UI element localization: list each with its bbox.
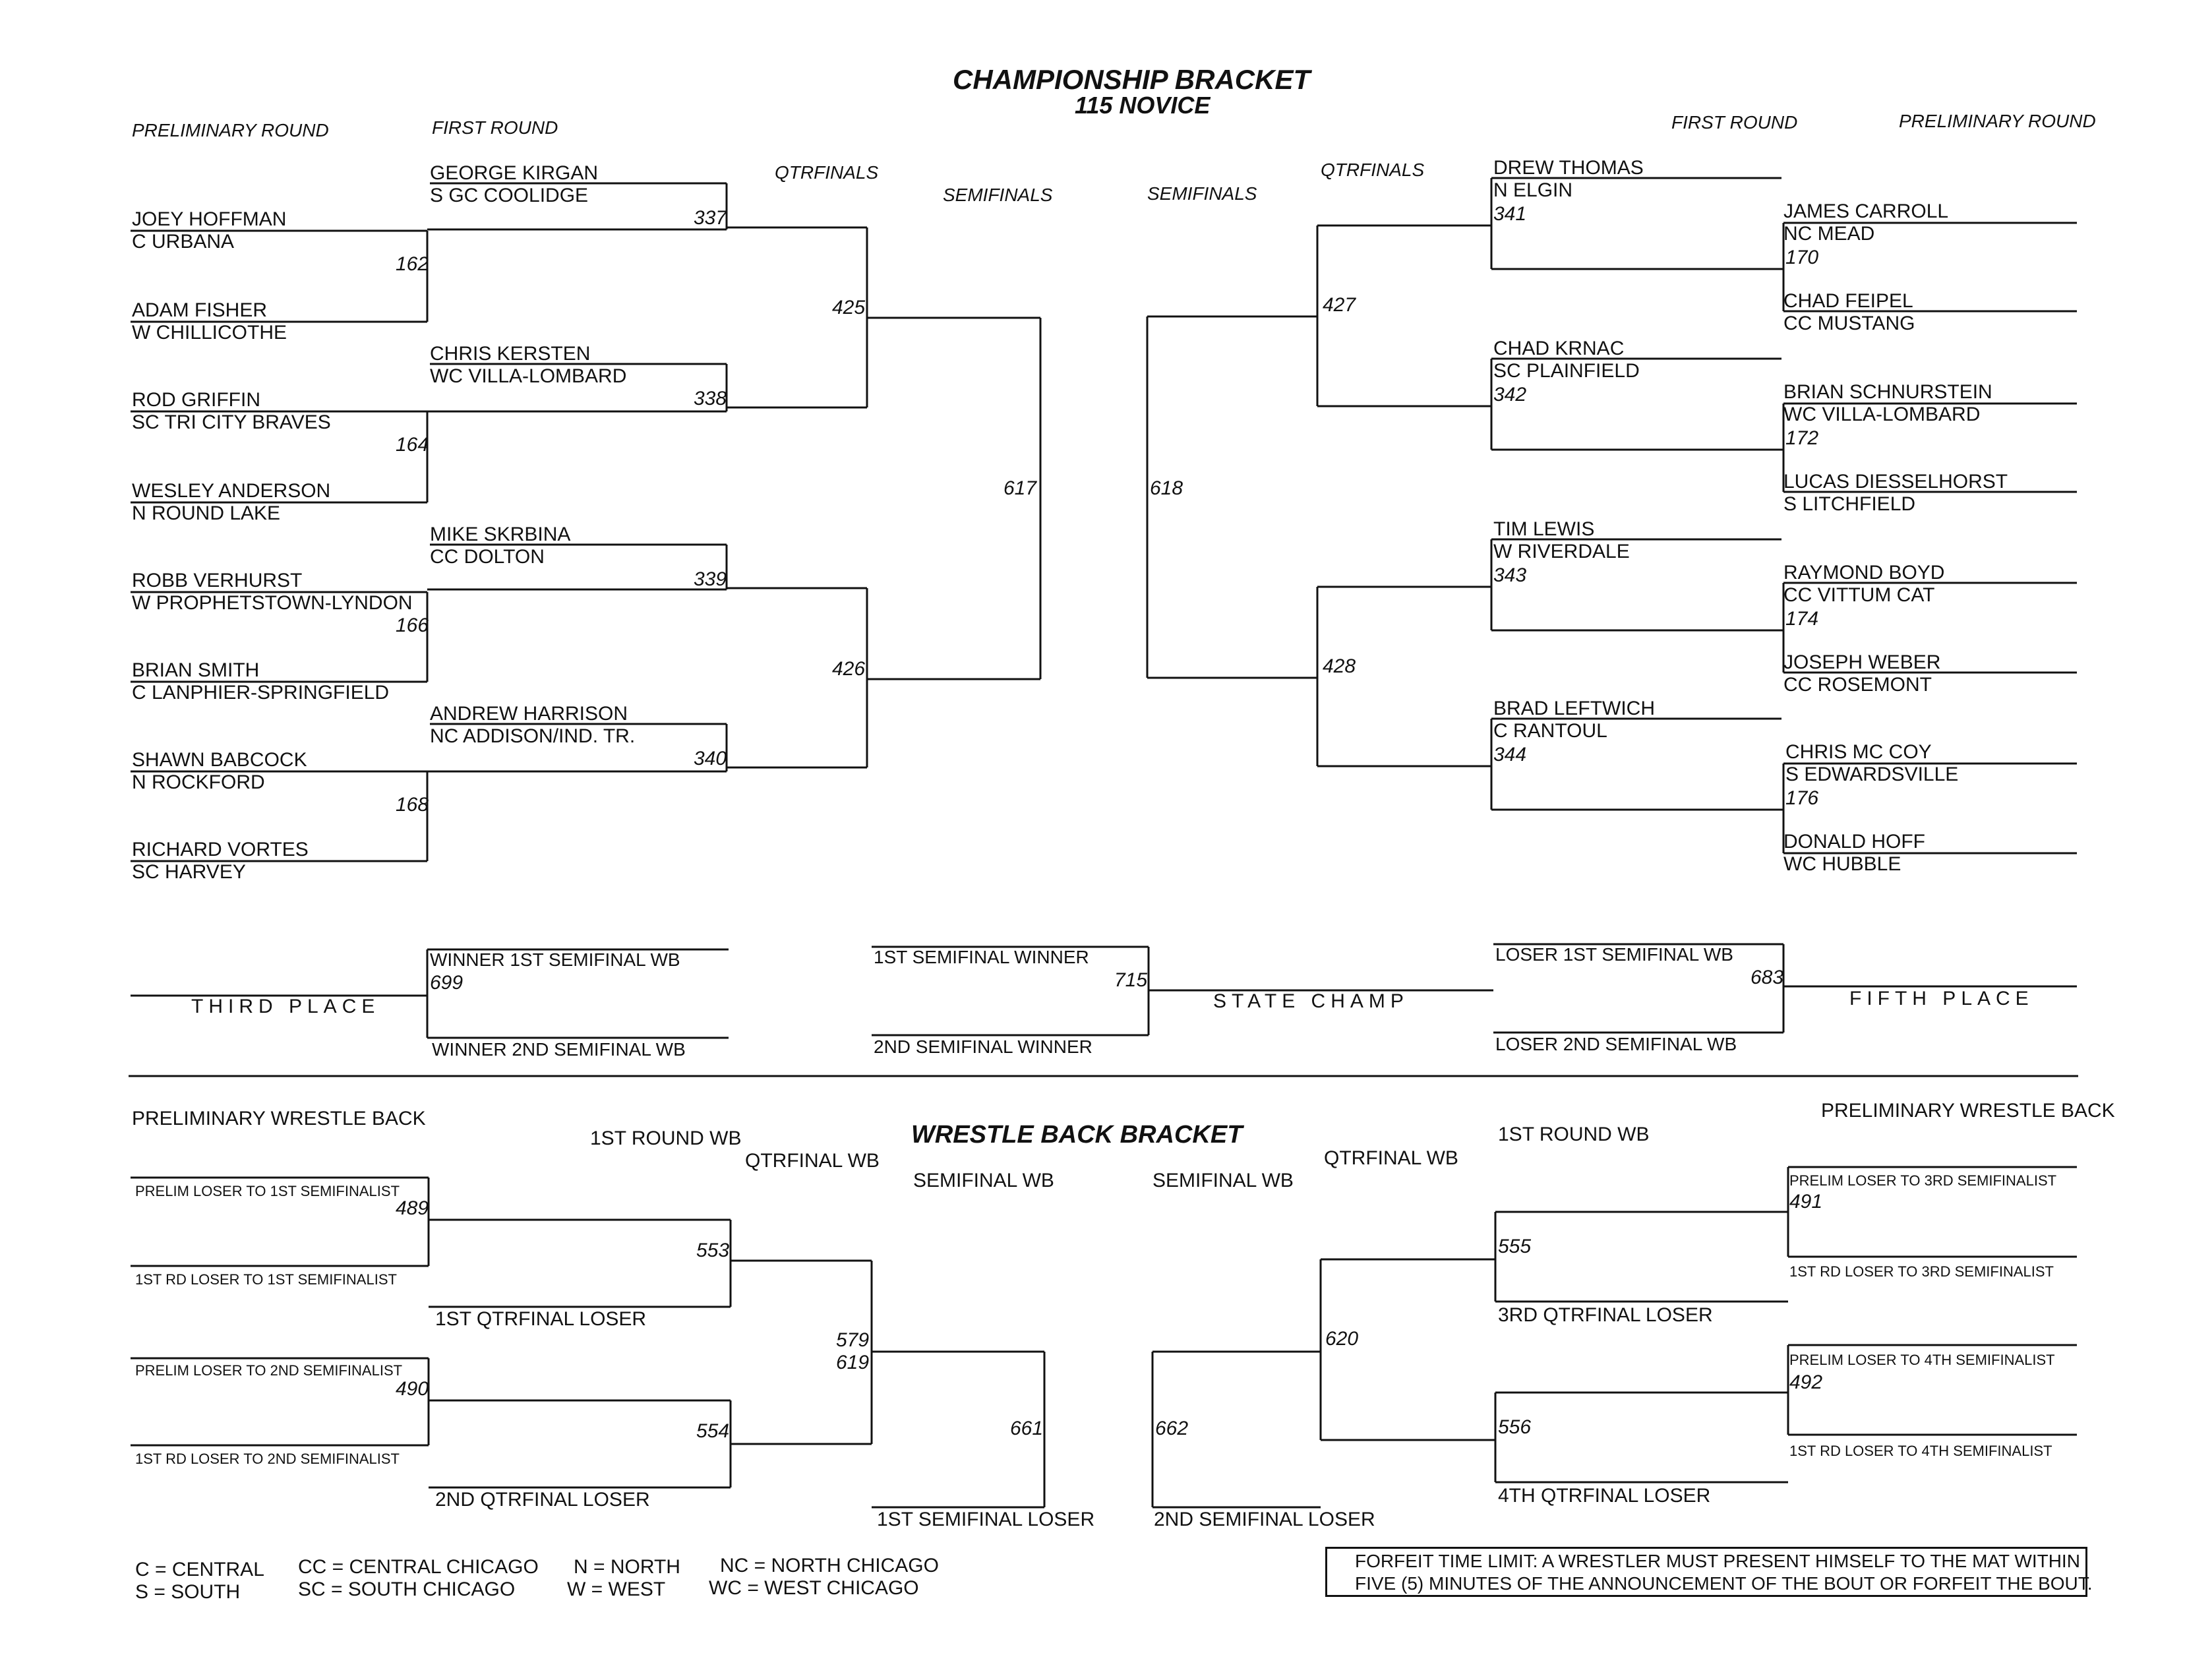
bout-number: 715 <box>1114 969 1148 991</box>
bout-number: 618 <box>1150 477 1183 499</box>
wrestler-name: JOEY HOFFMAN <box>132 208 287 230</box>
bout-number: 661 <box>1010 1418 1044 1439</box>
wrestler-name: LUCAS DIESSELHORST <box>1783 471 2008 493</box>
bout-number: 337 <box>694 207 727 229</box>
wrestler-team: C URBANA <box>132 231 235 253</box>
wb-slot: 4TH QTRFINAL LOSER <box>1498 1485 1711 1507</box>
wb-slot: 3RD QTRFINAL LOSER <box>1498 1304 1713 1326</box>
wb-label-right-semi: SEMIFINAL WB <box>1152 1170 1294 1191</box>
wrestle-back-title: WRESTLE BACK BRACKET <box>911 1121 1243 1149</box>
round-label-right-semi: SEMIFINALS <box>1147 183 1257 204</box>
wb-slot: 2ND QTRFINAL LOSER <box>435 1489 650 1511</box>
wrestler-name: ROD GRIFFIN <box>132 389 260 411</box>
legend-item: N = NORTH <box>574 1556 680 1578</box>
third-place-label: THIRD PLACE <box>191 996 380 1017</box>
bout-number: 344 <box>1493 744 1527 765</box>
bout-number: 164 <box>396 434 429 456</box>
bout-number: 341 <box>1493 203 1527 225</box>
wb-label-left-qtr: QTRFINAL WB <box>745 1150 880 1172</box>
wrestler-team: WC HUBBLE <box>1783 853 1901 875</box>
wb-slot: 1ST RD LOSER TO 3RD SEMIFINALIST <box>1789 1263 2054 1280</box>
wrestler-team: SC HARVEY <box>132 861 246 883</box>
wb-label-left-prelim: PRELIMINARY WRESTLE BACK <box>132 1108 426 1129</box>
wb-slot: 1ST SEMIFINAL LOSER <box>877 1509 1095 1530</box>
bout-number: 342 <box>1493 384 1527 405</box>
wb-slot: 1ST RD LOSER TO 2ND SEMIFINALIST <box>135 1451 400 1467</box>
wrestler-name: JAMES CARROLL <box>1783 200 1949 222</box>
bout-number: 174 <box>1785 608 1819 630</box>
bout-number: 168 <box>396 794 429 816</box>
wrestler-name: ADAM FISHER <box>132 299 268 321</box>
wb-slot: 1ST QTRFINAL LOSER <box>435 1308 647 1330</box>
forfeit-line: FORFEIT TIME LIMIT: A WRESTLER MUST PRESENT HIMSELF TO THE MAT WITHIN <box>1355 1551 2080 1571</box>
bout-number: 425 <box>832 297 866 318</box>
wrestler-name: ANDREW HARRISON <box>430 703 628 725</box>
bout-number: 343 <box>1493 564 1527 586</box>
wrestler-team: N ELGIN <box>1493 179 1573 201</box>
legend-item: S = SOUTH <box>135 1581 241 1603</box>
round-label-right-first: FIRST ROUND <box>1671 112 1798 133</box>
round-label-right-qtr: QTRFINALS <box>1321 160 1425 180</box>
bout-number: 166 <box>396 615 429 636</box>
wb-slot: PRELIM LOSER TO 1ST SEMIFINALIST <box>135 1183 400 1199</box>
wrestler-name: RICHARD VORTES <box>132 839 309 860</box>
wb-label-right-first: 1ST ROUND WB <box>1498 1124 1650 1145</box>
wb-slot: PRELIM LOSER TO 4TH SEMIFINALIST <box>1789 1352 2055 1368</box>
wb-slot: PRELIM LOSER TO 3RD SEMIFINALIST <box>1789 1172 2057 1189</box>
wrestler-team: N ROUND LAKE <box>132 502 281 524</box>
bout-number: 339 <box>694 568 727 590</box>
legend-item: NC = NORTH CHICAGO <box>720 1555 939 1576</box>
wrestler-team: CC VITTUM CAT <box>1783 584 1935 606</box>
bout-number: 162 <box>396 253 429 275</box>
wrestler-name: RAYMOND BOYD <box>1783 562 1945 584</box>
bout-number: 489 <box>396 1197 429 1219</box>
placement-slot: WINNER 2ND SEMIFINAL WB <box>432 1039 686 1060</box>
wrestler-team: CC MUSTANG <box>1783 313 1915 334</box>
wrestler-team: W PROPHETSTOWN-LYNDON <box>132 592 413 614</box>
bout-number: 662 <box>1155 1418 1189 1439</box>
fifth-place-label: FIFTH PLACE <box>1849 988 2034 1009</box>
wb-label-right-qtr: QTRFINAL WB <box>1324 1147 1458 1169</box>
wb-slot: 1ST RD LOSER TO 1ST SEMIFINALIST <box>135 1271 397 1288</box>
wrestler-team: WC VILLA-LOMBARD <box>430 365 627 387</box>
wrestler-name: TIM LEWIS <box>1493 518 1595 540</box>
wrestler-team: CC DOLTON <box>430 546 545 568</box>
wrestler-team: NC MEAD <box>1783 223 1875 245</box>
wrestler-name: DREW THOMAS <box>1493 157 1644 179</box>
bout-number: 176 <box>1785 787 1819 809</box>
wrestler-team: SC TRI CITY BRAVES <box>132 411 331 433</box>
wrestler-team: W RIVERDALE <box>1493 541 1630 562</box>
wrestler-name: JOSEPH WEBER <box>1783 651 1941 673</box>
legend-item: WC = WEST CHICAGO <box>709 1577 919 1599</box>
page-title: CHAMPIONSHIP BRACKET <box>953 64 1311 95</box>
bout-number: 699 <box>430 972 464 994</box>
round-label-left-semi: SEMIFINALS <box>943 185 1053 205</box>
wb-slot: 1ST RD LOSER TO 4TH SEMIFINALIST <box>1789 1443 2052 1459</box>
wrestler-team: C LANPHIER-SPRINGFIELD <box>132 682 390 704</box>
wrestler-name: BRAD LEFTWICH <box>1493 698 1656 719</box>
placement-slot: LOSER 2ND SEMIFINAL WB <box>1495 1034 1737 1054</box>
wb-slot: 2ND SEMIFINAL LOSER <box>1154 1509 1375 1530</box>
legend-item: C = CENTRAL <box>135 1559 264 1580</box>
bout-number: 426 <box>832 658 866 680</box>
wb-slot: PRELIM LOSER TO 2ND SEMIFINALIST <box>135 1362 403 1379</box>
bout-number: 427 <box>1323 294 1356 316</box>
legend-item: W = WEST <box>567 1578 666 1600</box>
bout-number: 491 <box>1789 1191 1823 1213</box>
wrestler-team: W CHILLICOTHE <box>132 322 287 344</box>
wrestler-team: S GC COOLIDGE <box>430 185 589 206</box>
bout-number: 555 <box>1498 1236 1532 1257</box>
bout-number: 579 <box>836 1329 870 1351</box>
wb-label-left-first: 1ST ROUND WB <box>590 1127 742 1149</box>
wrestler-team: N ROCKFORD <box>132 771 265 793</box>
legend-item: SC = SOUTH CHICAGO <box>298 1578 516 1600</box>
bout-number: 338 <box>694 388 727 409</box>
bout-number: 617 <box>1003 477 1037 499</box>
wrestler-name: BRIAN SCHNURSTEIN <box>1783 381 1992 403</box>
bout-number: 620 <box>1325 1328 1359 1350</box>
bout-number: 554 <box>696 1420 730 1442</box>
bout-number: 492 <box>1789 1371 1823 1393</box>
placement-slot: WINNER 1ST SEMIFINAL WB <box>430 949 680 970</box>
round-label-left-qtr: QTRFINALS <box>775 162 879 183</box>
wrestler-name: ROBB VERHURST <box>132 570 303 591</box>
bout-number: 553 <box>696 1240 730 1261</box>
wrestler-team: C RANTOUL <box>1493 720 1607 742</box>
wrestler-team: WC VILLA-LOMBARD <box>1783 404 1981 425</box>
page-subtitle: 115 NOVICE <box>1075 92 1211 119</box>
wb-label-left-semi: SEMIFINAL WB <box>913 1170 1054 1191</box>
wrestler-name: CHRIS KERSTEN <box>430 343 591 365</box>
bout-number: 172 <box>1785 427 1819 449</box>
bout-number: 428 <box>1323 655 1356 677</box>
forfeit-line: FIVE (5) MINUTES OF THE ANNOUNCEMENT OF THE BOUT OR FORFEIT THE BOUT. <box>1355 1573 2093 1594</box>
bout-number: 170 <box>1785 247 1819 268</box>
bout-number: 340 <box>694 748 727 769</box>
placement-slot: 2ND SEMIFINAL WINNER <box>874 1036 1092 1057</box>
bout-number: 683 <box>1751 967 1784 988</box>
wrestler-name: WESLEY ANDERSON <box>132 480 331 502</box>
wrestler-name: MIKE SKRBINA <box>430 524 571 545</box>
round-label-left-prelim: PRELIMINARY ROUND <box>132 120 329 140</box>
wrestler-name: GEORGE KIRGAN <box>430 162 599 184</box>
state-champ-label: STATE CHAMP <box>1213 990 1409 1012</box>
wrestler-name: CHRIS MC COY <box>1785 741 1932 763</box>
placement-slot: LOSER 1ST SEMIFINAL WB <box>1495 944 1733 965</box>
wrestler-team: SC PLAINFIELD <box>1493 360 1640 382</box>
wrestler-name: SHAWN BABCOCK <box>132 749 307 771</box>
round-label-right-prelim: PRELIMINARY ROUND <box>1899 111 2096 131</box>
wrestler-name: CHAD KRNAC <box>1493 338 1625 359</box>
legend-item: CC = CENTRAL CHICAGO <box>298 1556 539 1578</box>
wrestler-name: CHAD FEIPEL <box>1783 290 1913 312</box>
round-label-left-first: FIRST ROUND <box>432 117 558 138</box>
wrestler-name: DONALD HOFF <box>1783 831 1926 853</box>
bout-number: 556 <box>1498 1416 1532 1438</box>
wrestler-name: BRIAN SMITH <box>132 659 260 681</box>
wb-label-right-prelim: PRELIMINARY WRESTLE BACK <box>1821 1100 2115 1122</box>
wrestler-team: S EDWARDSVILLE <box>1785 764 1959 785</box>
placement-slot: 1ST SEMIFINAL WINNER <box>874 947 1089 967</box>
wrestler-team: S LITCHFIELD <box>1783 493 1916 515</box>
bout-number: 619 <box>836 1352 870 1373</box>
bout-number: 490 <box>396 1378 429 1400</box>
wrestler-team: NC ADDISON/IND. TR. <box>430 725 636 747</box>
wrestler-team: CC ROSEMONT <box>1783 674 1932 696</box>
